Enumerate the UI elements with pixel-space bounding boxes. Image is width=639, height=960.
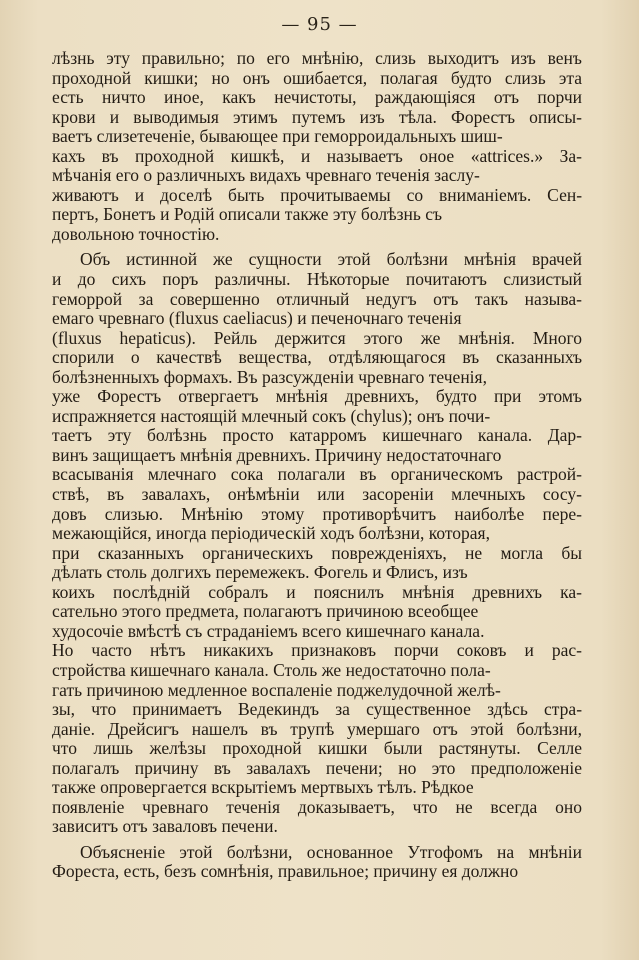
text-line: дѣлать столь долгихъ перемежекъ. Фогель и Флисъ, изъ bbox=[52, 562, 468, 583]
text-line: Но часто нѣтъ никакихъ признаковъ порчи соковъ и рас- bbox=[52, 640, 582, 661]
body-text bbox=[52, 49, 582, 882]
text-line: при сказанныхъ органическихъ поврежденіяхъ, не могла бы bbox=[52, 542, 583, 563]
text-line: лѣзнь эту правильно; по его мнѣнію, слизь выходитъ изъ венъ bbox=[52, 48, 582, 68]
text-line: появленіе чревнаго теченія доказываетъ, что не всегда оно bbox=[52, 796, 582, 817]
text-line: спорили о качествѣ вещества, отдѣляющагося въ сказанныхъ bbox=[52, 347, 583, 368]
text-line: довольною точностію. bbox=[52, 223, 220, 244]
text-line: худосочіе вмѣстѣ съ страданіемъ всего кишечнаго канала. bbox=[52, 620, 485, 641]
text-line: кахъ въ проходной кишкѣ, и называетъ оное «attrices.» За- bbox=[52, 145, 582, 166]
text-line: всасыванія млечнаго сока полагали въ органическомъ растрой- bbox=[52, 464, 583, 485]
text-line: полагалъ причину въ завалахъ печени; но это предположеніе bbox=[52, 757, 582, 778]
text-line: коихъ послѣдній собралъ и пояснилъ мнѣнія древнихъ ка- bbox=[52, 581, 583, 602]
text-line: межающійся, иногда періодическій ходъ болѣзни, которая, bbox=[52, 523, 490, 544]
text-line: ваетъ слизетеченіе, бывающее при геморроидальныхъ шиш- bbox=[52, 126, 503, 147]
text-line: и до сихъ поръ различны. Нѣкоторые почитаютъ слизистый bbox=[52, 269, 582, 290]
text-line: гать причиною медленное воспаленіе поджелудочной желѣ- bbox=[52, 679, 501, 700]
text-line: емаго чревнаго (fluxus caeliacus) и печеночнаго теченія bbox=[52, 308, 462, 329]
text-line: довъ слизью. Мнѣнію этому противорѣчитъ наиболѣе пере- bbox=[52, 503, 582, 524]
text-line: живаютъ и доселѣ быть прочитываемы со вниманіемъ. Сен- bbox=[52, 184, 583, 205]
text-line: сательно этого предмета, полагаютъ причиною всеобщее bbox=[52, 601, 479, 622]
text-line: геморрой за совершенно отличный недугъ отъ такъ называ- bbox=[52, 288, 583, 309]
text-line: испражняется настоящій млечный сокъ (chylus); онъ почи- bbox=[52, 405, 491, 426]
text-line: таетъ эту болѣзнь просто катарромъ кишечнаго канала. Дар- bbox=[52, 425, 582, 446]
text-line: также опровергается вскрытіемъ мертвыхъ тѣлъ. Рѣдкое bbox=[52, 777, 474, 798]
text-line: Объясненіе этой болѣзни, основанное Утгофомъ на мнѣніи bbox=[80, 841, 582, 862]
text-line: уже Форестъ отвергаетъ мнѣнія древнихъ, будто при этомъ bbox=[52, 386, 582, 407]
text-line: мѣчанія его о различныхъ видахъ чревнаго теченія заслу- bbox=[52, 165, 480, 186]
text-line: болѣзненныхъ формахъ. Въ разсужденіи чревнаго теченія, bbox=[52, 366, 487, 387]
page-number: — 95 — bbox=[281, 14, 358, 35]
text-line: зы, что принимаетъ Ведекиндъ за существенное здѣсь стра- bbox=[52, 699, 583, 720]
paragraph-1 bbox=[52, 49, 582, 244]
paragraph-2 bbox=[52, 250, 582, 836]
text-line: что лишь желѣзы проходной кишки были растянуты. Селле bbox=[52, 738, 583, 759]
text-line: ствѣ, въ завалахъ, онѣмѣніи или засореніи млечныхъ сосу- bbox=[52, 484, 582, 505]
text-line: стройства кишечнаго канала. Столь же недостаточно пола- bbox=[52, 659, 491, 680]
text-line: даніе. Дрейсигъ нашелъ въ трупѣ умершаго отъ этой болѣзни, bbox=[52, 718, 582, 739]
text-line: зависитъ отъ заваловъ печени. bbox=[52, 816, 278, 837]
text-line: Фореста, есть, безъ сомнѣнія, правильное; причину ея должно bbox=[52, 861, 519, 882]
text-line: есть ничто иное, какъ нечистоты, раждающіяся отъ порчи bbox=[52, 87, 583, 108]
paragraph-3 bbox=[52, 843, 582, 882]
text-line: крови и выводимыя этимъ путемъ изъ тѣла. Форестъ описы- bbox=[52, 106, 582, 127]
text-line: Объ истинной же сущности этой болѣзни мнѣнія врачей bbox=[80, 249, 582, 270]
text-line: проходной кишки; но онъ ошибается, полагая будто слизь эта bbox=[52, 67, 582, 88]
text-line: пертъ, Бонетъ и Родій описали также эту болѣзнь съ bbox=[52, 204, 443, 225]
text-line: винъ защищаетъ мнѣнія древнихъ. Причину недостаточнаго bbox=[52, 444, 502, 465]
text-line: (fluxus hepaticus). Рейль держится этого же мнѣнія. Много bbox=[52, 327, 583, 348]
